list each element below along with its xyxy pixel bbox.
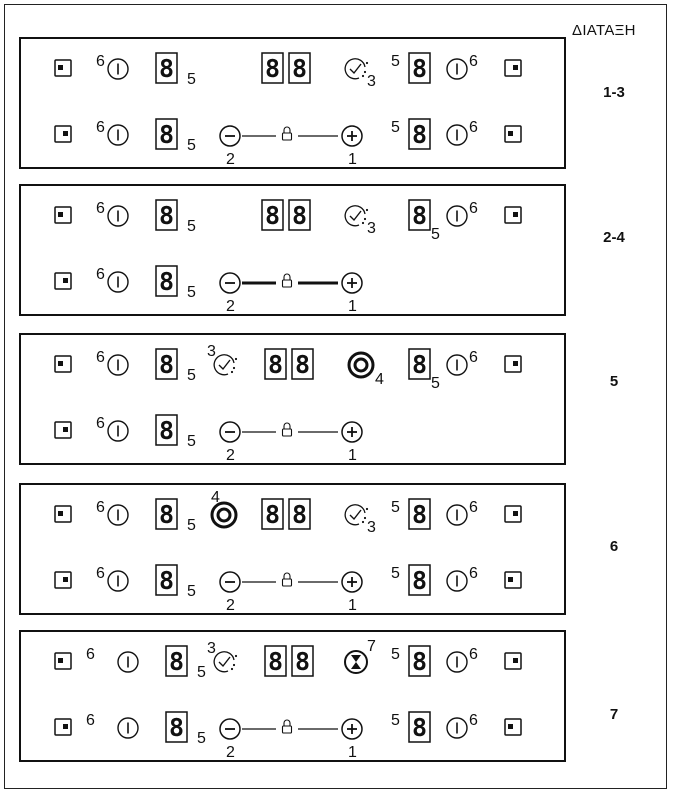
display-right [409,565,430,595]
display-left [156,499,177,529]
label-power-left: 6 [96,266,105,283]
zone-selector-icon [505,719,521,735]
display-digit: 8 [411,500,428,529]
zone-selector-icon [55,719,71,735]
plus-icon [342,572,362,592]
zone-selector-icon [505,506,521,522]
timer-icon [345,206,368,226]
power-icon [108,505,128,525]
power-icon [108,125,128,145]
power-icon [447,652,467,672]
zone-selector-icon [505,572,521,588]
dual-zone-icon [349,353,373,377]
display-digit: 8 [411,713,428,742]
control-panel-2-4 [19,184,566,316]
label-power-right: 6 [469,119,478,136]
power-icon [447,355,467,375]
display-right [409,200,430,230]
display-digit: 8 [264,201,281,230]
control-panel-drawing [21,485,568,617]
display-digit: 8 [267,350,284,379]
label-dual-zone: 4 [211,489,220,506]
label-power-left: 6 [96,415,105,432]
display-digit: 8 [411,566,428,595]
label-power-right: 6 [469,349,478,366]
display-timer-tens [262,200,283,230]
display-digit: 8 [267,647,284,676]
label-power-left: 6 [96,349,105,366]
zone-selector-icon [55,653,71,669]
display-digit: 8 [158,120,175,149]
zone-selector-icon [55,207,71,223]
label-timer: 3 [207,343,216,360]
timer-icon [345,59,368,79]
display-digit: 8 [411,647,428,676]
zone-selector-icon [55,273,71,289]
zone-selector-icon [55,572,71,588]
control-panel-drawing [21,186,568,318]
layout-column-header: ΔΙΑΤΑΞΗ [572,22,636,39]
lock-icon [283,274,292,287]
display-digit: 8 [158,350,175,379]
layout-label: 5 [609,373,619,390]
display-digit: 8 [411,54,428,83]
row-top [55,638,521,681]
power-icon [108,206,128,226]
label-plus: 1 [348,744,357,761]
display-left [156,349,177,379]
label-plus: 1 [348,597,357,614]
display-digit: 8 [291,201,308,230]
label-power-left: 6 [96,200,105,217]
power-icon [447,718,467,738]
power-icon [108,355,128,375]
timer-icon [214,355,237,375]
label-display-right: 5 [391,646,400,663]
power-icon [118,718,138,738]
label-display-left: 5 [187,583,196,600]
label-minus: 2 [226,151,235,168]
display-timer-units [292,646,313,676]
display-timer-tens [262,53,283,83]
label-power-left: 6 [96,499,105,516]
row-bottom [55,119,521,168]
zone-selector-icon [55,356,71,372]
label-hourglass: 7 [367,638,376,655]
display-right [409,53,430,83]
row-top [55,489,521,536]
label-display-left: 5 [187,517,196,534]
minus-icon [220,126,240,146]
control-panel-drawing [21,632,568,764]
display-digit: 8 [291,54,308,83]
display-digit: 8 [158,566,175,595]
control-panel-7 [19,630,566,762]
row-top [55,53,521,90]
zone-selector-icon [505,60,521,76]
display-left [156,200,177,230]
label-display-left: 5 [187,137,196,154]
label-power-left: 6 [96,565,105,582]
label-dual-zone: 4 [375,371,384,388]
label-display-right: 5 [431,226,440,243]
display-digit: 8 [264,500,281,529]
row-top [55,343,521,392]
zone-selector-icon [505,356,521,372]
label-minus: 2 [226,447,235,464]
power-icon [108,421,128,441]
label-display-left: 5 [187,433,196,450]
row-bottom [55,565,521,614]
label-display-left: 5 [197,664,206,681]
plus-icon [342,126,362,146]
label-power-left: 6 [96,53,105,70]
label-timer: 3 [207,640,216,657]
layout-label: 7 [609,706,619,723]
display-right [409,712,430,742]
power-icon [447,206,467,226]
minus-icon [220,422,240,442]
plus-icon [342,719,362,739]
display-digit: 8 [294,647,311,676]
display-left [156,53,177,83]
layout-label: 6 [609,538,619,555]
display-digit: 8 [158,201,175,230]
display-digit: 8 [168,713,185,742]
minus-icon [220,572,240,592]
label-minus: 2 [226,597,235,614]
plus-icon [342,422,362,442]
display-timer-units [289,200,310,230]
lock-icon [283,573,292,586]
label-power-left: 6 [86,646,95,663]
display-right [409,349,430,379]
power-icon [108,272,128,292]
control-panel-5 [19,333,566,465]
display-digit: 8 [158,416,175,445]
dual-zone-icon [212,503,236,527]
label-display-left: 5 [197,730,206,747]
display-right [409,119,430,149]
row-top [55,200,521,243]
display-digit: 8 [411,350,428,379]
display-timer-units [292,349,313,379]
label-power-right: 6 [469,646,478,663]
label-plus: 1 [348,447,357,464]
label-timer: 3 [367,73,376,90]
display-digit: 8 [294,350,311,379]
label-display-right: 5 [391,499,400,516]
timer-icon [345,505,368,525]
label-display-right: 5 [391,565,400,582]
label-timer: 3 [367,220,376,237]
row-bottom [55,712,521,761]
display-digit: 8 [158,500,175,529]
display-digit: 8 [411,120,428,149]
zone-selector-icon [505,207,521,223]
label-display-right: 5 [391,53,400,70]
power-icon [118,652,138,672]
label-display-left: 5 [187,367,196,384]
label-minus: 2 [226,744,235,761]
zone-selector-icon [55,422,71,438]
display-digit: 8 [168,647,185,676]
layout-label: 2-4 [603,229,625,246]
layout-label: 1-3 [603,84,625,101]
label-power-right: 6 [469,53,478,70]
control-panel-drawing [21,335,568,467]
lock-icon [283,127,292,140]
zone-selector-icon [55,506,71,522]
display-timer-tens [262,499,283,529]
display-digit: 8 [264,54,281,83]
hourglass-icon [345,651,367,673]
label-display-left: 5 [187,218,196,235]
control-panel-1-3 [19,37,566,169]
power-icon [108,571,128,591]
zone-selector-icon [55,126,71,142]
display-timer-tens [265,646,286,676]
display-right [409,646,430,676]
label-power-right: 6 [469,200,478,217]
control-panel-6 [19,483,566,615]
display-left [156,119,177,149]
zone-selector-icon [505,653,521,669]
label-display-right: 5 [391,712,400,729]
label-display-left: 5 [187,284,196,301]
power-icon [447,505,467,525]
plus-icon [342,273,362,293]
label-plus: 1 [348,298,357,315]
label-display-left: 5 [187,71,196,88]
label-power-right: 6 [469,499,478,516]
label-display-right: 5 [431,375,440,392]
label-power-right: 6 [469,712,478,729]
display-left [156,266,177,296]
display-timer-units [289,53,310,83]
label-power-left: 6 [96,119,105,136]
control-panel-drawing [21,39,568,171]
display-left [166,646,187,676]
zone-selector-icon [55,60,71,76]
row-bottom [55,415,362,464]
lock-icon [283,423,292,436]
label-display-right: 5 [391,119,400,136]
power-icon [447,59,467,79]
power-icon [447,125,467,145]
display-digit: 8 [411,201,428,230]
display-digit: 8 [158,54,175,83]
zone-selector-icon [505,126,521,142]
display-left [156,415,177,445]
label-power-right: 6 [469,565,478,582]
label-minus: 2 [226,298,235,315]
power-icon [108,59,128,79]
timer-icon [214,652,237,672]
display-digit: 8 [158,267,175,296]
minus-icon [220,273,240,293]
minus-icon [220,719,240,739]
label-timer: 3 [367,519,376,536]
row-bottom [55,266,362,315]
lock-icon [283,720,292,733]
label-plus: 1 [348,151,357,168]
display-left [156,565,177,595]
power-icon [447,571,467,591]
label-power-left: 6 [86,712,95,729]
display-left [166,712,187,742]
display-right [409,499,430,529]
display-timer-tens [265,349,286,379]
display-digit: 8 [291,500,308,529]
display-timer-units [289,499,310,529]
